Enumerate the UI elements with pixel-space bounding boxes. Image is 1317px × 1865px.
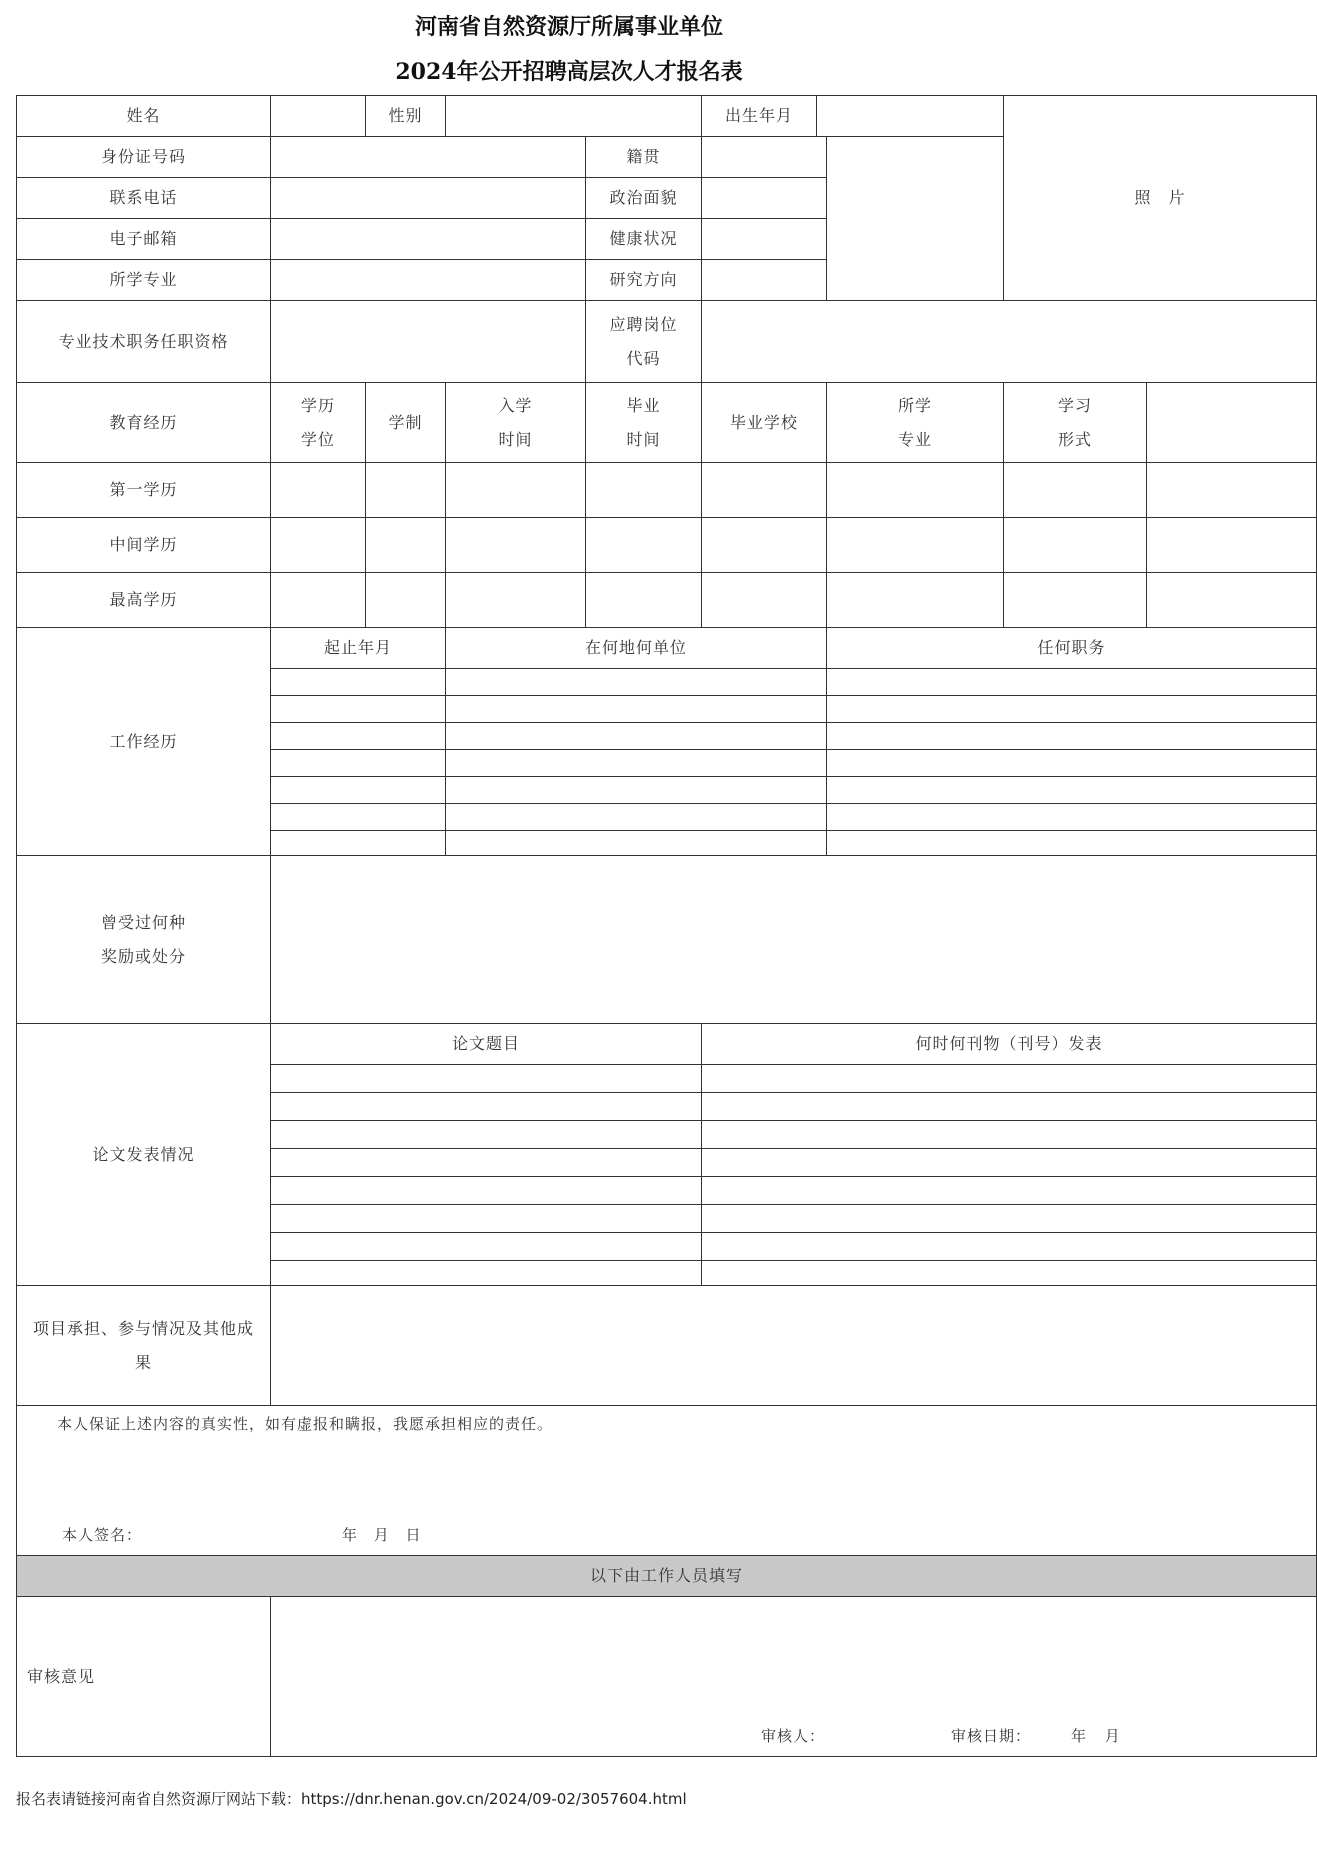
work-cell-post[interactable] [827, 777, 1317, 804]
edu-col-degree-line2: 学位 [300, 429, 335, 449]
work-cell-period[interactable] [271, 669, 446, 696]
pledge-cell [17, 1406, 1317, 1556]
paper-cell-title[interactable] [271, 1205, 702, 1233]
work-cell-period[interactable] [271, 777, 446, 804]
native-place-label: 籍贯 [586, 137, 702, 178]
awards-field[interactable] [271, 856, 1317, 1024]
edu-col-mode-line1: 学习 [1058, 395, 1093, 415]
paper-cell-journal[interactable] [702, 1177, 1317, 1205]
id-number-label: 身份证号码 [17, 137, 271, 178]
email-label: 电子邮箱 [17, 219, 271, 260]
position-code-line2: 代码 [626, 348, 661, 368]
work-cell-period[interactable] [271, 750, 446, 777]
political-field[interactable] [702, 178, 827, 219]
paper-cell-journal[interactable] [702, 1205, 1317, 1233]
paper-cell-journal[interactable] [702, 1065, 1317, 1093]
paper-cell-title[interactable] [271, 1093, 702, 1121]
pledge-text: 本人保证上述内容的真实性，如有虚报和瞒报，我愿承担相应的责任。 [57, 1415, 554, 1433]
edu-col-grad-line2: 时间 [626, 429, 661, 449]
work-label: 工作经历 [17, 628, 271, 856]
edu-row-label: 最高学历 [17, 573, 271, 628]
edu-cell-mode[interactable] [1004, 518, 1147, 573]
phone-label: 联系电话 [17, 178, 271, 219]
work-cell-period[interactable] [271, 804, 446, 831]
paper-cell-title[interactable] [271, 1149, 702, 1177]
work-cell-post[interactable] [827, 750, 1317, 777]
position-code-field[interactable] [702, 301, 1317, 383]
awards-label [17, 856, 271, 1024]
edu-cell-major[interactable] [827, 463, 1004, 518]
research-label: 研究方向 [586, 260, 702, 301]
edu-cell-system[interactable] [366, 463, 446, 518]
signature-date: 年 月 日 [342, 1526, 422, 1544]
edu-cell-degree[interactable] [271, 573, 366, 628]
edu-cell-degree[interactable] [271, 518, 366, 573]
paper-cell-title[interactable] [271, 1065, 702, 1093]
edu-col-degree-line1: 学历 [300, 395, 335, 415]
edu-row-label: 第一学历 [17, 463, 271, 518]
edu-col-mode-line2: 形式 [1058, 429, 1093, 449]
edu-cell-major[interactable] [827, 518, 1004, 573]
paper-cell-journal[interactable] [702, 1233, 1317, 1261]
title-qualification-label: 专业技术职务任职资格 [17, 301, 271, 383]
position-code-line1: 应聘岗位 [609, 314, 678, 334]
edu-cell-enroll[interactable] [446, 463, 586, 518]
photo-box[interactable]: 照 片 [1004, 96, 1317, 301]
work-cell-post[interactable] [827, 669, 1317, 696]
work-cell-unit[interactable] [446, 777, 827, 804]
review-date-label: 审核日期： [951, 1727, 1032, 1745]
paper-cell-title[interactable] [271, 1261, 702, 1286]
projects-line2: 果 [134, 1352, 152, 1372]
awards-line2: 奖励或处分 [100, 946, 186, 966]
work-cell-unit[interactable] [446, 723, 827, 750]
work-cell-unit[interactable] [446, 669, 827, 696]
gender-field[interactable] [446, 96, 702, 137]
work-cell-unit[interactable] [446, 804, 827, 831]
edu-col-enroll-line2: 时间 [498, 429, 533, 449]
edu-cell-enroll[interactable] [446, 518, 586, 573]
phone-field[interactable] [271, 178, 586, 219]
projects-line1: 项目承担、参与情况及其他成 [32, 1318, 254, 1338]
form-title: 河南省自然资源厅所属事业单位 [414, 14, 723, 40]
edu-col-school: 毕业学校 [702, 383, 827, 463]
work-cell-unit[interactable] [446, 750, 827, 777]
edu-cell-extra[interactable] [1147, 573, 1317, 628]
papers-label: 论文发表情况 [17, 1024, 271, 1286]
education-label: 教育经历 [17, 383, 271, 463]
awards-line1: 曾受过何种 [100, 912, 186, 932]
projects-label [17, 1286, 271, 1406]
gender-label: 性别 [366, 96, 446, 137]
edu-cell-mode[interactable] [1004, 573, 1147, 628]
title-qualification-field[interactable] [271, 301, 586, 383]
work-cell-period[interactable] [271, 723, 446, 750]
review-label: 审核意见 [17, 1597, 271, 1757]
edu-cell-school[interactable] [702, 518, 827, 573]
work-cell-post[interactable] [827, 723, 1317, 750]
edu-cell-school[interactable] [702, 463, 827, 518]
edu-cell-grad[interactable] [586, 518, 702, 573]
work-cell-unit[interactable] [446, 831, 827, 856]
signature-label: 本人签名： [62, 1526, 143, 1544]
email-field[interactable] [271, 219, 586, 260]
edu-col-major [827, 383, 1004, 463]
registration-form-table [16, 95, 1317, 1757]
paper-cell-journal[interactable] [702, 1121, 1317, 1149]
edu-col-enroll [446, 383, 586, 463]
edu-cell-system[interactable] [366, 573, 446, 628]
paper-cell-journal[interactable] [702, 1149, 1317, 1177]
name-label: 姓名 [17, 96, 271, 137]
projects-field[interactable] [271, 1286, 1317, 1406]
research-field[interactable] [702, 260, 827, 301]
edu-cell-grad[interactable] [586, 573, 702, 628]
edu-col-grad [586, 383, 702, 463]
work-cell-post[interactable] [827, 804, 1317, 831]
edu-col-major-line2: 专业 [898, 429, 933, 449]
birth-field[interactable] [817, 96, 1004, 137]
health-field[interactable] [702, 219, 827, 260]
health-label: 健康状况 [586, 219, 702, 260]
major-field[interactable] [271, 260, 586, 301]
political-label: 政治面貌 [586, 178, 702, 219]
edu-col-extra [1147, 383, 1317, 463]
edu-col-degree [271, 383, 366, 463]
edu-cell-grad[interactable] [586, 463, 702, 518]
work-cell-post[interactable] [827, 831, 1317, 856]
work-cell-post[interactable] [827, 696, 1317, 723]
review-date-units: 年 月 [1071, 1727, 1121, 1745]
edu-col-major-line1: 所学 [898, 395, 933, 415]
work-cell-period[interactable] [271, 696, 446, 723]
edu-col-grad-line1: 毕业 [626, 395, 661, 415]
edu-col-system: 学制 [366, 383, 446, 463]
registration-form-sheet [16, 95, 1186, 1785]
edu-cell-major[interactable] [827, 573, 1004, 628]
papers-col-title: 论文题目 [271, 1024, 702, 1065]
edu-row-label: 中间学历 [17, 518, 271, 573]
native-place-field[interactable] [702, 137, 827, 178]
id-number-field[interactable] [271, 137, 586, 178]
reviewer-label: 审核人： [761, 1727, 826, 1745]
edu-cell-extra[interactable] [1147, 463, 1317, 518]
edu-cell-degree[interactable] [271, 463, 366, 518]
paper-cell-title[interactable] [271, 1177, 702, 1205]
major-label: 所学专业 [17, 260, 271, 301]
work-col-unit: 在何地何单位 [446, 628, 827, 669]
name-field[interactable] [271, 96, 366, 137]
edu-cell-school[interactable] [702, 573, 827, 628]
paper-cell-title[interactable] [271, 1233, 702, 1261]
staff-header: 以下由工作人员填写 [17, 1556, 1317, 1597]
work-col-post: 任何职务 [827, 628, 1317, 669]
work-cell-unit[interactable] [446, 696, 827, 723]
edu-cell-extra[interactable] [1147, 518, 1317, 573]
paper-cell-journal[interactable] [702, 1093, 1317, 1121]
paper-cell-journal[interactable] [702, 1261, 1317, 1286]
edu-col-mode [1004, 383, 1147, 463]
paper-cell-title[interactable] [271, 1121, 702, 1149]
review-field[interactable] [271, 1597, 1317, 1757]
edu-col-enroll-line1: 入学 [498, 395, 533, 415]
download-footer: 报名表请链接河南省自然资源厅网站下载：https://dnr.henan.gov.cn/2024/09-02/3057604.html [16, 1790, 687, 1808]
form-subtitle: 2024年公开招聘高层次人才报名表 [395, 59, 743, 85]
birth-label: 出生年月 [702, 96, 817, 137]
papers-col-journal: 何时何刊物（刊号）发表 [702, 1024, 1317, 1065]
edu-cell-mode[interactable] [1004, 463, 1147, 518]
work-cell-period[interactable] [271, 831, 446, 856]
edu-cell-enroll[interactable] [446, 573, 586, 628]
edu-cell-system[interactable] [366, 518, 446, 573]
work-col-period: 起止年月 [271, 628, 446, 669]
position-code-label [586, 301, 702, 383]
